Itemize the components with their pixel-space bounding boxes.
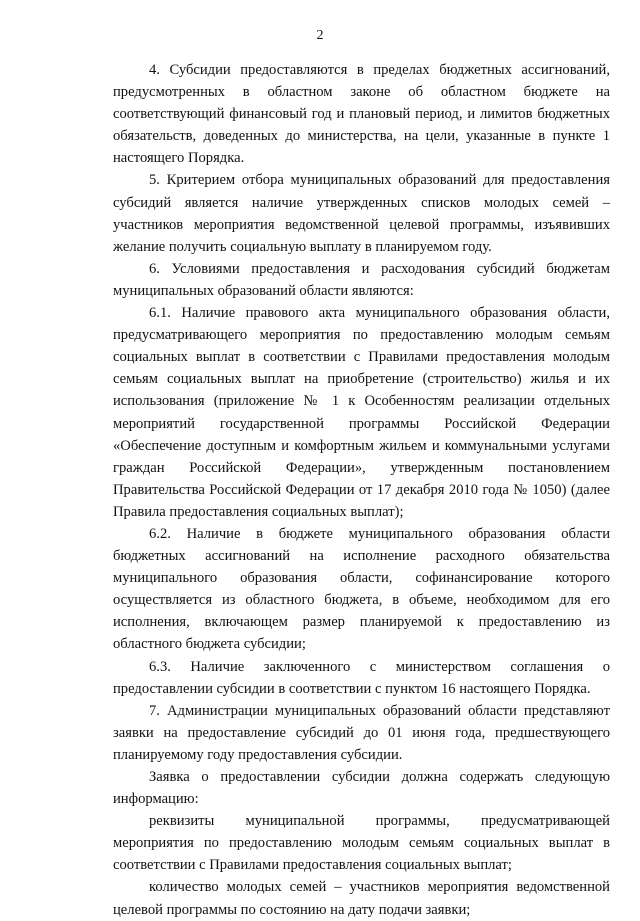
list-item-family-count: количество молодых семей – участников мероприятия ведомственной целевой программы по состоянию на дату подачи заявки; [113, 879, 610, 918]
paragraph-6-2: 6.2. Наличие в бюджете муниципального образования области бюджетных ассигнований на исполнение расходного обязательства муниципального образования области, софинансирование которого осуществляется из областного бюджета, в объеме, необходимом для его исполнения, включающем размер планируемой к предоставлению из областного бюджета субсидии; [113, 525, 610, 653]
paragraph-6-3: 6.3. Наличие заключенного с министерством соглашения о предоставлении субсидии в соответствии с пунктом 16 настоящего Порядка. [113, 658, 610, 697]
paragraph-4: 4. Субсидии предоставляются в пределах бюджетных ассигнований, предусмотренных в областном законе об областном бюджете на соответствующий финансовый год и плановый период, и лимитов бюджетных обязательств, доведенных до министерства, на цели, указанные в пункте 1 настоящего Порядка. [113, 62, 610, 167]
paragraph-5: 5. Критерием отбора муниципальных образований для предоставления субсидий является наличие утвержденных списков молодых семей – участников мероприятия ведомственной целевой программы, изъявивших желание получить социальную выплату в планируемом году. [113, 172, 610, 255]
paragraph-6-1: 6.1. Наличие правового акта муниципального образования области, предусматривающего мероприятия по предоставлению молодым семьям социальных выплат в соответствии с Правилами предоставления молодым семьям социальных выплат на приобретение (строительство) жилья и их использования (приложение № 1 к Особенностям реализации отдельных мероприятий государственной программы Российской Федерации «Обеспечение доступным и комфортным жильем и коммунальными услугами граждан Российской Федерации», утвержденным постановлением Правительства Российской Федерации от 17 декабря 2010 года № 1050) (далее Правила предоставления социальных выплат); [113, 305, 610, 520]
list-item-program-details: реквизиты муниципальной программы, предусматривающей мероприятия по предоставлению молодым семьям социальных выплат в соответствии с Правилами предоставления социальных выплат; [113, 813, 610, 874]
page-number: 2 [316, 28, 324, 43]
document-body [113, 59, 610, 921]
paragraph-application-content: Заявка о предоставлении субсидии должна содержать следующую информацию: [113, 769, 610, 808]
paragraph-6: 6. Условиями предоставления и расходования субсидий бюджетам муниципальных образований области являются: [113, 260, 610, 299]
paragraph-7: 7. Администрации муниципальных образований области представляют заявки на предоставление субсидий до 01 июня года, предшествующего планируемому году предоставления субсидии. [113, 702, 610, 763]
